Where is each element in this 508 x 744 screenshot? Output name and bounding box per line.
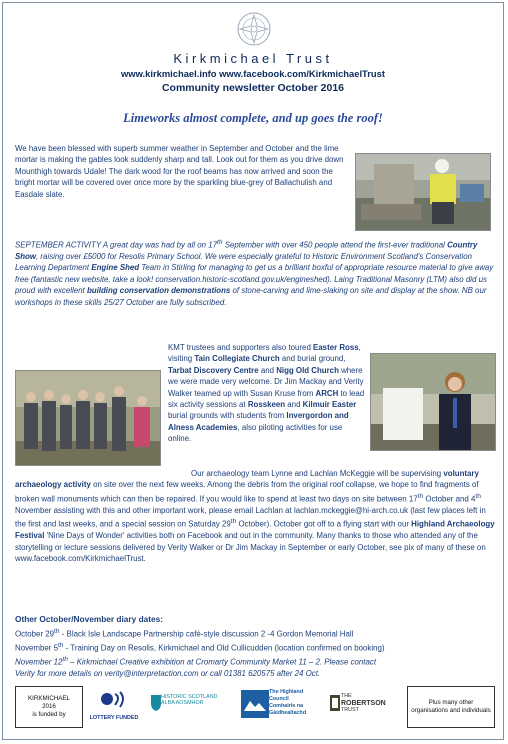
para-limeworks: We have been blessed with superb summer weather in September and October and the lime mortar is making the gables look suddenly sharp and tall. Look out for them as you drive down Mounthigh towards Udale! The dark wood for the roof beams has now arrived and soon the bright mortar will be covered over once more by the sparkling blue-grey of Ballachulish and Easdale slate. <box>15 144 344 199</box>
para-september-activity: SEPTEMBER ACTIVITY A great day was had by all on 17th September with over 450 people attend the first-ever traditional Country Show, raising over £5000 for Resolis Primary School. We were especially grateful to Historic Environment Scotland's Conservation Learning Department Engine Shed Team in Stirling for managing to get us a brilliant boxful of appropriate resource material to give away free (fantastic new website, take a look! conservation.historic-scotland.gov.uk/engineshed). Laing Traditional Masonry (LTM) also did us proud with excellent building conservation demonstrations of stone-carving and lime-slaking on site and display at the show. NB our workshops in these skills 25/27 October are fully subscribed. <box>15 239 494 307</box>
trust-logo-icon <box>236 11 272 47</box>
diary-item: November 12th – Kirkmichael Creative exhibition at Cromarty Community Market 11 – 2. Please contact <box>15 656 377 667</box>
funded-by-box: KIRKMICHAEL 2016 is funded by <box>15 686 83 728</box>
newsletter-page <box>2 2 504 740</box>
photo-student-activity <box>370 353 496 451</box>
headline: Limeworks almost complete, and up goes the roof! <box>123 111 383 125</box>
org-name: Kirkmichael Trust <box>173 51 333 66</box>
lottery-logo-icon <box>96 689 128 713</box>
building-demos: building conservation demonstrations <box>86 286 231 296</box>
diary-heading: Other October/November diary dates: <box>15 614 164 624</box>
photo-mortar-work <box>355 153 491 231</box>
engine-shed: Engine Shed <box>91 263 140 273</box>
lottery-label: LOTTERY FUNDED <box>89 715 139 721</box>
robertson-trust-logo-icon <box>329 694 341 712</box>
other-supporters-box: Plus many other organisations and individuals <box>407 686 495 728</box>
diary-list <box>15 626 497 680</box>
diary-item: November 5th - Training Day on Resolis, Kirkmichael and Old Cullicudden (location confirmed on booking) <box>15 642 385 653</box>
hes-logo-text: HISTORIC SCOTLAND ALBA AOSMHOR <box>161 694 218 706</box>
diary-item: October 29th - Black Isle Landscape Partnership café-style discussion 2 -4 Gordon Memorial Hall <box>15 628 354 639</box>
highland-council-text: The Highland Council Comhairle na Gàidhealtachd <box>269 689 307 716</box>
para-archaeology: Our archaeology team Lynne and Lachlan McKeggie will be supervising voluntary archaeology activity on site over the next few weeks. Among the debris from the original roof collapse, we hope to find fragments of broken wall monuments which can then be repaired. If you would like to spend at least two days on site between 17th October and 4th November assisting with this and other important work, please email Lachlan at lachlan.mckeggie@hi-arch.co.uk (last few places left in the first and last weeks, and a special session on Saturday 29th October). October got off to a flying start with our Highland Archaeology Festival 'Nine Days of Wonder' activities both on Facebook and out in the community. Many thanks to those who attended any of the storytelling or lecture sessions delivered by Verity Walker or Dr Jim Mackay in September or early October, see pix of many of these on www.facebook.com/KirkmichaelTrust. <box>15 469 495 564</box>
highland-council-logo-icon <box>240 689 270 719</box>
photo-trustees-group <box>15 370 161 466</box>
robertson-trust-text: THE ROBERTSON TRUST <box>341 693 386 713</box>
diary-item: Verity for more details on verity@interpretaction.com or call 01381 620575 after 24 Oct. <box>15 669 321 679</box>
para-tour: KMT trustees and supporters also toured Easter Ross, visiting Tain Collegiate Church and burial ground, Tarbat Discovery Centre and Nigg Old Church where we were made very welcome. Dr Jim Mackay and Verity Walker teamed up with Susan Kruse from ARCH to lead six activity sessions at Rosskeen and Kilmuir Easter burial grounds with students from Invergordon and Alness Academies, also piloting activities for use online. <box>15 342 497 467</box>
website-links[interactable]: www.kirkmichael.info www.facebook.com/KirkmichaelTrust <box>121 68 385 79</box>
newsletter-title: Community newsletter October 2016 <box>161 82 345 94</box>
country-show: Country Show <box>15 240 478 262</box>
